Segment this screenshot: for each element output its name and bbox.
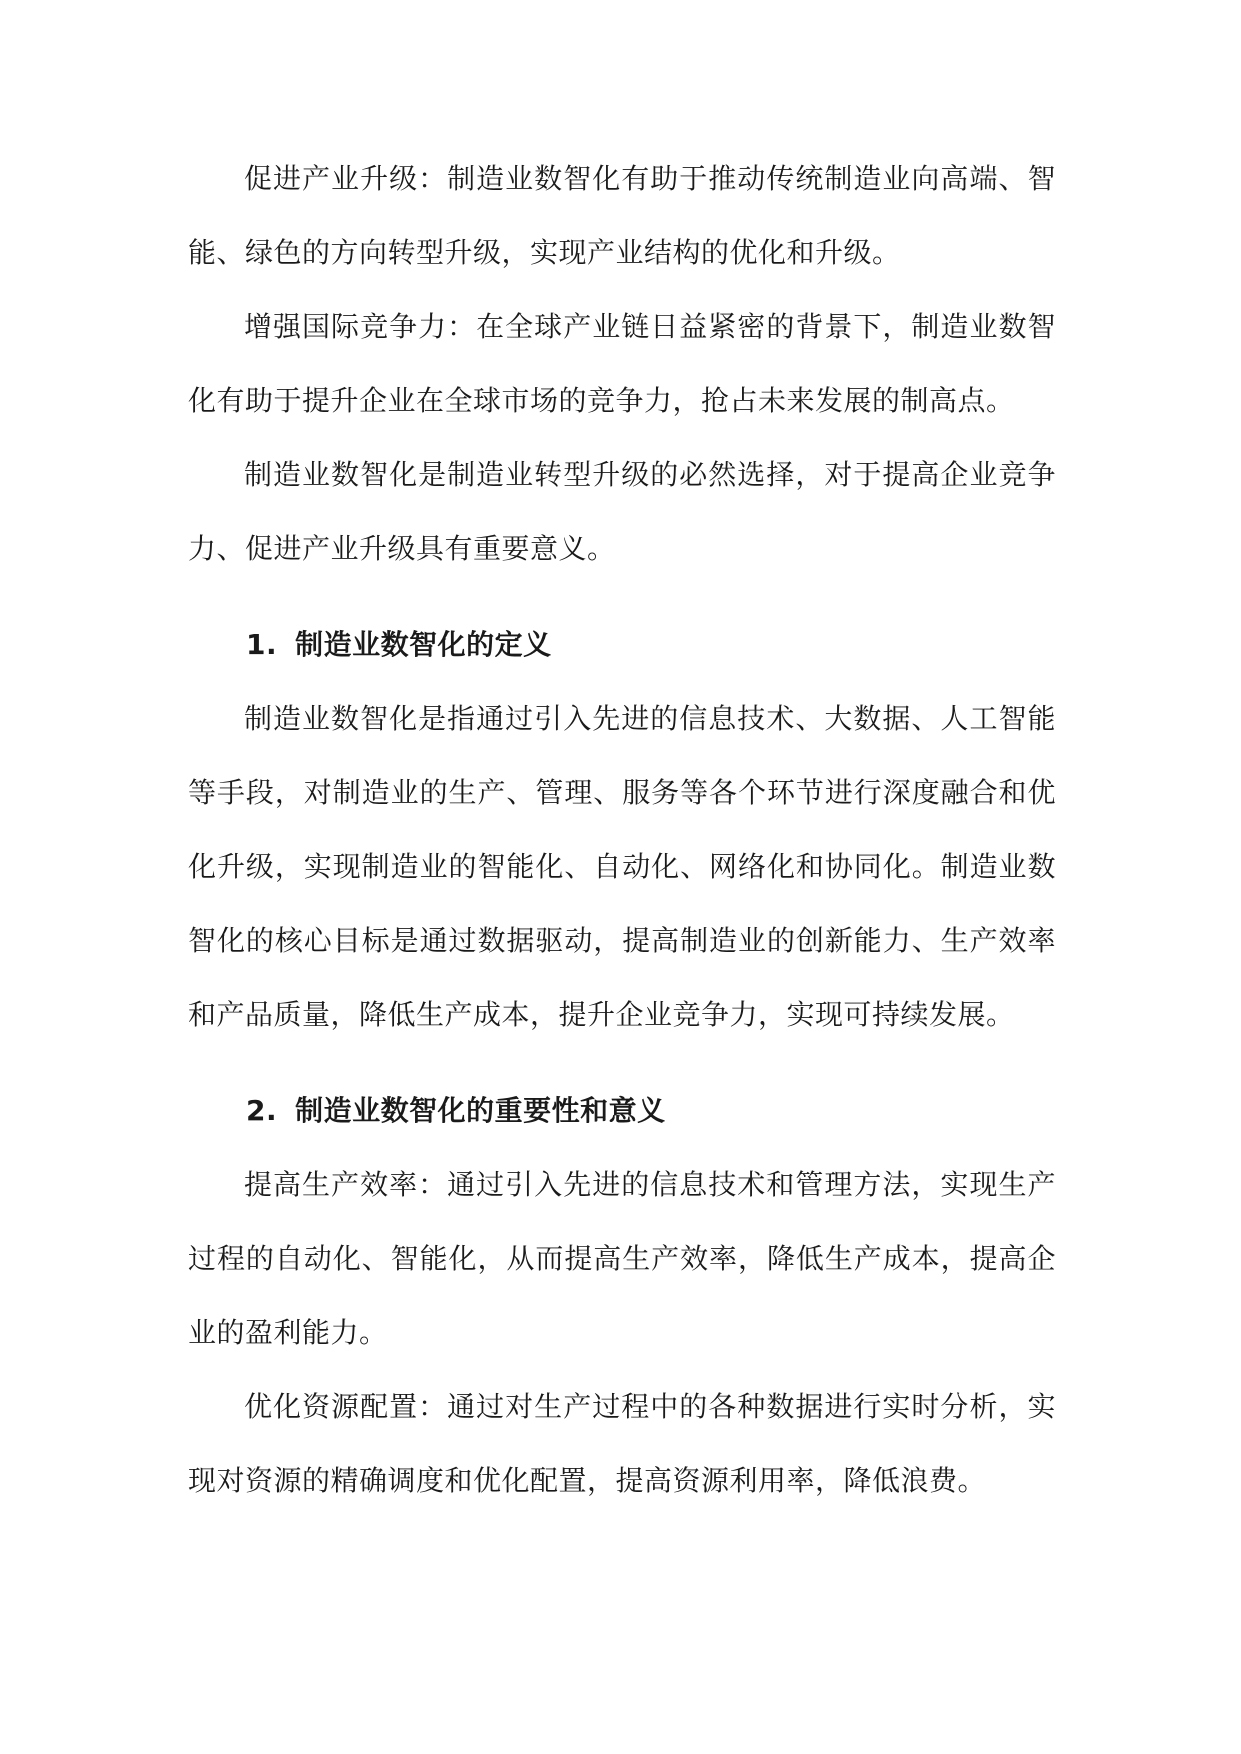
paragraph-definition: 制造业数智化是指通过引入先进的信息技术、大数据、人工智能等手段，对制造业的生产、管理、服务等各个环节进行深度融合和优化升级，实现制造业的智能化、自动化、网络化和协同化。制造业数智化的核心目标是通过数据驱动，提高制造业的创新能力、生产效率和产品质量，降低生产成本，提升企业竞争力，实现可持续发展。 <box>188 702 1056 1031</box>
section-spacer <box>188 1052 1056 1074</box>
section-title: 制造业数智化的定义 <box>295 628 552 661</box>
document-body <box>188 142 1056 1518</box>
section-number: 2. <box>246 1094 278 1127</box>
paragraph-industry-upgrade: 促进产业升级：制造业数智化有助于推动传统制造业向高端、智能、绿色的方向转型升级，实现产业结构的优化和升级。 <box>188 162 1056 269</box>
paragraph-production-efficiency: 提高生产效率：通过引入先进的信息技术和管理方法，实现生产过程的自动化、智能化，从而提高生产效率，降低生产成本，提高企业的盈利能力。 <box>188 1168 1056 1349</box>
paragraph-resource-allocation: 优化资源配置：通过对生产过程中的各种数据进行实时分析，实现对资源的精确调度和优化配置，提高资源利用率，降低浪费。 <box>188 1390 1056 1497</box>
paragraph-international-competitiveness: 增强国际竞争力：在全球产业链日益紧密的背景下，制造业数智化有助于提升企业在全球市场的竞争力，抢占未来发展的制高点。 <box>188 310 1056 417</box>
section-heading-importance <box>188 1074 1056 1148</box>
section-number: 1. <box>246 628 278 661</box>
paragraph-summary: 制造业数智化是制造业转型升级的必然选择，对于提高企业竞争力、促进产业升级具有重要意义。 <box>188 458 1056 565</box>
section-heading-definition <box>188 608 1056 682</box>
section-title: 制造业数智化的重要性和意义 <box>295 1094 666 1127</box>
section-spacer <box>188 586 1056 608</box>
